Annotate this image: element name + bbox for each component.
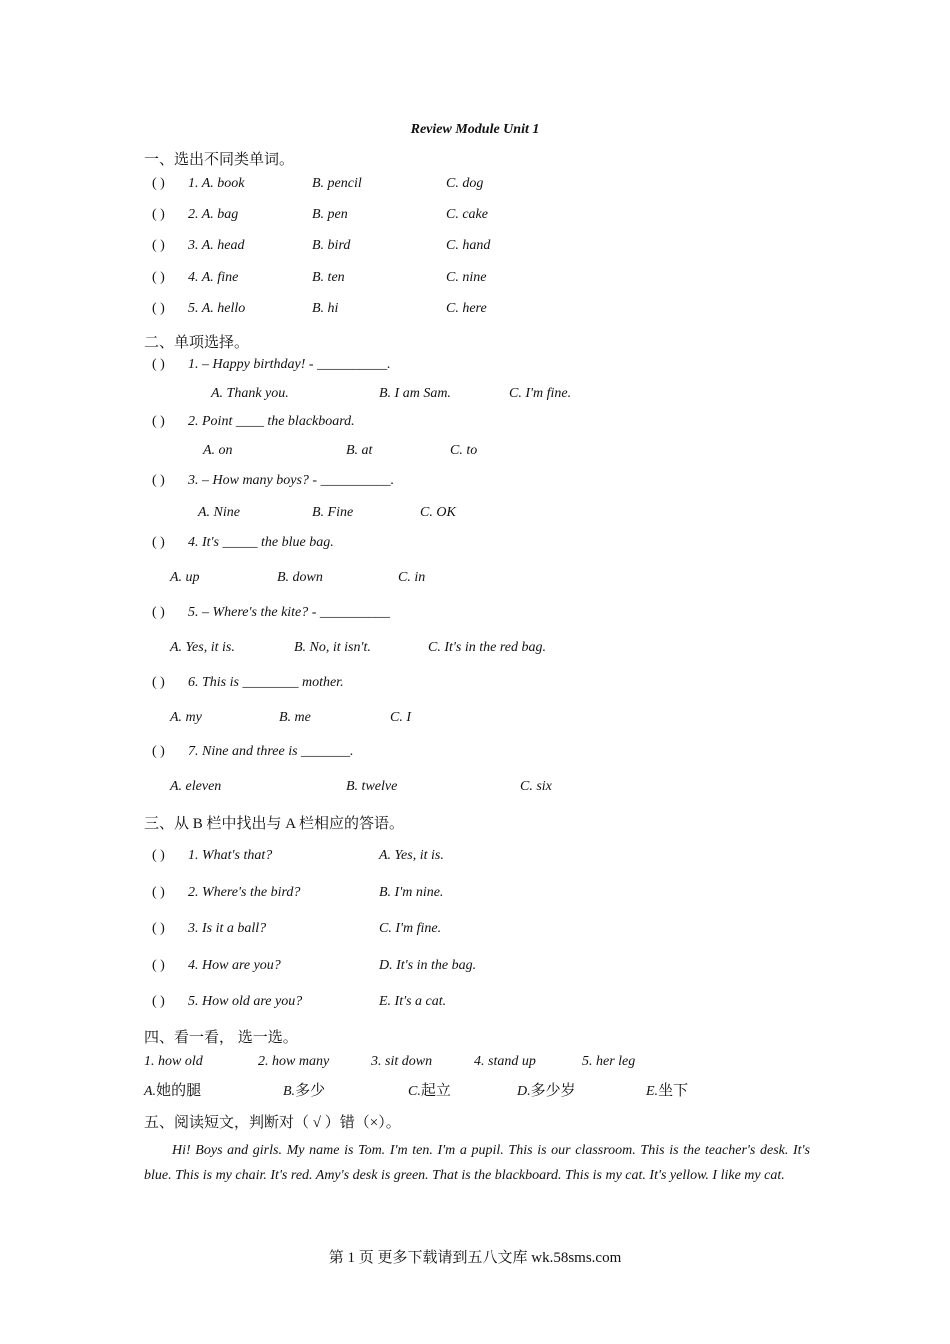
s4-meaning-b: B.多少 bbox=[283, 1083, 326, 1099]
section-2-heading: 二、单项选择。 bbox=[144, 335, 250, 351]
s2-q2-option-a: A. on bbox=[203, 443, 233, 458]
s4-phrase-1: 1. how old bbox=[144, 1054, 203, 1069]
s2-q2-option-c: C. to bbox=[450, 443, 478, 458]
s2-q1-stem: 1. – Happy birthday! - __________. bbox=[188, 357, 391, 372]
s2-q4-option-a: A. up bbox=[170, 570, 200, 585]
s4-meaning-c: C.起立 bbox=[408, 1083, 451, 1099]
answer-paren: ( ) bbox=[152, 921, 165, 936]
s2-q3-option-c: C. OK bbox=[420, 505, 456, 520]
s2-q5-option-a: A. Yes, it is. bbox=[170, 640, 235, 655]
s3-question-1: 1. What's that? bbox=[188, 848, 273, 863]
s3-answer-b: B. I'm nine. bbox=[379, 885, 444, 900]
s2-q1-option-b: B. I am Sam. bbox=[379, 386, 451, 401]
answer-paren: ( ) bbox=[152, 605, 165, 620]
s1-q3-option-b: B. bird bbox=[312, 238, 351, 253]
s2-q4-stem: 4. It's _____ the blue bag. bbox=[188, 535, 334, 550]
s3-answer-c: C. I'm fine. bbox=[379, 921, 442, 936]
s3-answer-d: D. It's in the bag. bbox=[379, 958, 477, 973]
s2-q7-option-b: B. twelve bbox=[346, 779, 398, 794]
section-4-heading: 四、看一看， 选一选。 bbox=[144, 1030, 298, 1046]
s1-q4-option-a: 4. A. fine bbox=[188, 270, 239, 285]
s3-question-5: 5. How old are you? bbox=[188, 994, 303, 1009]
answer-paren: ( ) bbox=[152, 958, 165, 973]
s4-phrase-5: 5. her leg bbox=[582, 1054, 636, 1069]
s2-q6-stem: 6. This is ________ mother. bbox=[188, 675, 344, 690]
answer-paren: ( ) bbox=[152, 207, 165, 222]
s2-q6-option-a: A. my bbox=[170, 710, 202, 725]
s2-q1-option-c: C. I'm fine. bbox=[509, 386, 572, 401]
s1-q5-option-b: B. hi bbox=[312, 301, 339, 316]
s1-q3-option-a: 3. A. head bbox=[188, 238, 245, 253]
answer-paren: ( ) bbox=[152, 301, 165, 316]
s4-meaning-a: A.她的腿 bbox=[144, 1083, 202, 1099]
s2-q3-option-b: B. Fine bbox=[312, 505, 354, 520]
s2-q1-option-a: A. Thank you. bbox=[211, 386, 289, 401]
s2-q5-stem: 5. – Where's the kite? - __________ bbox=[188, 605, 390, 620]
s2-q7-option-c: C. six bbox=[520, 779, 552, 794]
s1-q4-option-b: B. ten bbox=[312, 270, 345, 285]
s1-q1-option-b: B. pencil bbox=[312, 176, 362, 191]
s1-q4-option-c: C. nine bbox=[446, 270, 487, 285]
section-1-heading: 一、选出不同类单词。 bbox=[144, 152, 295, 168]
s2-q2-stem: 2. Point ____ the blackboard. bbox=[188, 414, 355, 429]
s1-q1-option-c: C. dog bbox=[446, 176, 484, 191]
s2-q4-option-b: B. down bbox=[277, 570, 323, 585]
answer-paren: ( ) bbox=[152, 270, 165, 285]
reading-passage: Hi! Boys and girls. My name is Tom. I'm ten. I'm a pupil. This is our classroom. This is the teacher's desk. It's blue. This is my chair. It's red. Amy's desk is green. That is the blackboard. This is my cat. It's yellow. I like my cat. bbox=[144, 1143, 810, 1183]
s4-phrase-2: 2. how many bbox=[258, 1054, 330, 1069]
s1-q2-option-b: B. pen bbox=[312, 207, 348, 222]
s2-q2-option-b: B. at bbox=[346, 443, 373, 458]
answer-paren: ( ) bbox=[152, 473, 165, 488]
page-title: Review Module Unit 1 bbox=[410, 122, 540, 137]
s2-q3-stem: 3. – How many boys? - __________. bbox=[188, 473, 395, 488]
s3-question-2: 2. Where's the bird? bbox=[188, 885, 301, 900]
s2-q5-option-c: C. It's in the red bag. bbox=[428, 640, 546, 655]
s1-q5-option-a: 5. A. hello bbox=[188, 301, 246, 316]
s4-phrase-3: 3. sit down bbox=[371, 1054, 433, 1069]
s4-phrase-4: 4. stand up bbox=[474, 1054, 536, 1069]
answer-paren: ( ) bbox=[152, 357, 165, 372]
s1-q2-option-a: 2. A. bag bbox=[188, 207, 239, 222]
answer-paren: ( ) bbox=[152, 994, 165, 1009]
answer-paren: ( ) bbox=[152, 176, 165, 191]
s2-q4-option-c: C. in bbox=[398, 570, 426, 585]
s1-q2-option-c: C. cake bbox=[446, 207, 488, 222]
answer-paren: ( ) bbox=[152, 414, 165, 429]
answer-paren: ( ) bbox=[152, 675, 165, 690]
s2-q7-option-a: A. eleven bbox=[170, 779, 222, 794]
answer-paren: ( ) bbox=[152, 885, 165, 900]
s2-q3-option-a: A. Nine bbox=[198, 505, 240, 520]
page-footer: 第 1 页 更多下载请到五八文库 wk.58sms.com bbox=[328, 1250, 622, 1266]
answer-paren: ( ) bbox=[152, 848, 165, 863]
answer-paren: ( ) bbox=[152, 535, 165, 550]
section-3-heading: 三、从 B 栏中找出与 A 栏相应的答语。 bbox=[144, 816, 405, 832]
s1-q1-option-a: 1. A. book bbox=[188, 176, 245, 191]
s3-question-4: 4. How are you? bbox=[188, 958, 281, 973]
s2-q6-option-c: C. I bbox=[390, 710, 411, 725]
s3-answer-a: A. Yes, it is. bbox=[379, 848, 444, 863]
s2-q5-option-b: B. No, it isn't. bbox=[294, 640, 371, 655]
s4-meaning-e: E.坐下 bbox=[646, 1083, 689, 1099]
s2-q6-option-b: B. me bbox=[279, 710, 311, 725]
s3-question-3: 3. Is it a ball? bbox=[188, 921, 267, 936]
section-5-heading: 五、阅读短文，判断对（ √ ）错（×）。 bbox=[144, 1115, 401, 1131]
s4-meaning-d: D.多少岁 bbox=[517, 1083, 576, 1099]
answer-paren: ( ) bbox=[152, 238, 165, 253]
s1-q3-option-c: C. hand bbox=[446, 238, 491, 253]
s3-answer-e: E. It's a cat. bbox=[379, 994, 447, 1009]
s1-q5-option-c: C. here bbox=[446, 301, 487, 316]
answer-paren: ( ) bbox=[152, 744, 165, 759]
s2-q7-stem: 7. Nine and three is _______. bbox=[188, 744, 354, 759]
